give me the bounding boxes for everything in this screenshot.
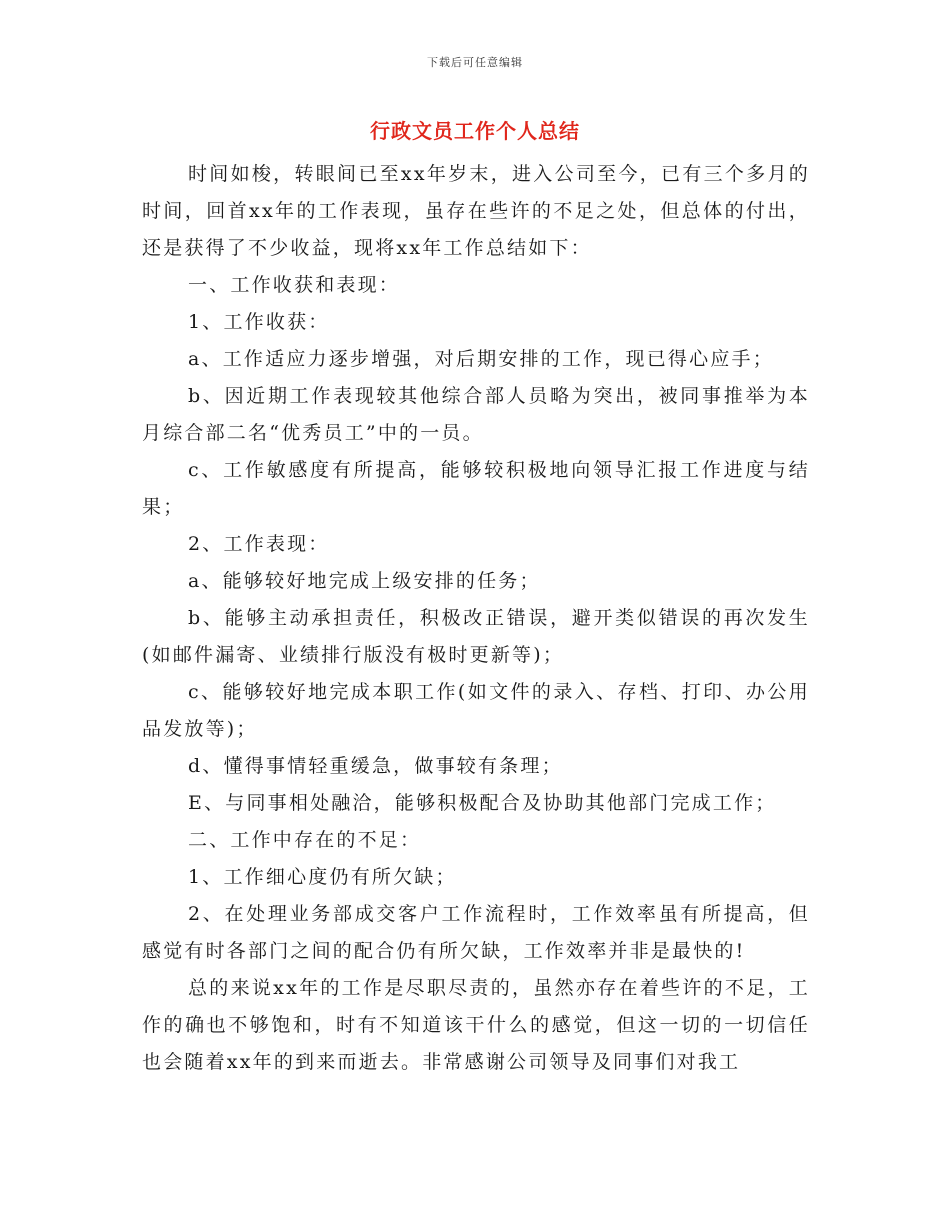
- header-note: 下载后可任意编辑: [427, 56, 523, 69]
- list-item: 1、工作细心度仍有所欠缺；: [188, 866, 457, 888]
- list-item: b、能够主动承担责任，积极改正错误，避开类似错误的再次发生(如邮件漏寄、业绩排行版没有极时更新等)；: [142, 607, 810, 666]
- list-item: c、能够较好地完成本职工作(如文件的录入、存档、打印、办公用品发放等)；: [142, 681, 810, 740]
- list-item: 2、在处理业务部成交客户工作流程时，工作效率虽有所提高，但感觉有时各部门之间的配合仍有所欠缺，工作效率并非是最快的!: [142, 903, 810, 962]
- document-title: 行政文员工作个人总结: [370, 119, 580, 143]
- section-heading-1: 一、工作收获和表现：: [188, 274, 401, 296]
- list-item: E、与同事相处融洽，能够积极配合及协助其他部门完成工作；: [188, 792, 777, 814]
- list-item: a、能够较好地完成上级安排的任务；: [188, 570, 541, 592]
- list-item: d、懂得事情轻重缓急，做事较有条理；: [188, 755, 563, 777]
- list-item: a、工作适应力逐步增强，对后期安排的工作，现已得心应手；: [188, 348, 774, 370]
- section-heading-2: 二、工作中存在的不足：: [188, 829, 422, 851]
- list-item: b、因近期工作表现较其他综合部人员略为突出，被同事推举为本月综合部二名“优秀员工”中的一员。: [142, 385, 810, 444]
- paragraph-summary: 总的来说xx年的工作是尽职尽责的，虽然亦存在着些许的不足，工作的确也不够饱和，时有不知道该干什么的感觉，但这一切的一切信任也会随着xx年的到来而逝去。非常感谢公司领导及同事们对我工: [142, 977, 810, 1073]
- subsection-heading-1-2: 2、工作表现：: [188, 533, 330, 555]
- list-item: c、工作敏感度有所提高，能够较积极地向领导汇报工作进度与结果；: [142, 459, 810, 518]
- paragraph-intro: 时间如梭，转眼间已至xx年岁末，进入公司至今，已有三个多月的时间，回首xx年的工作表现，虽存在些许的不足之处，但总体的付出，还是获得了不少收益，现将xx年工作总结如下：: [142, 163, 810, 259]
- document-body: [142, 156, 810, 1081]
- subsection-heading-1-1: 1、工作收获：: [188, 311, 330, 333]
